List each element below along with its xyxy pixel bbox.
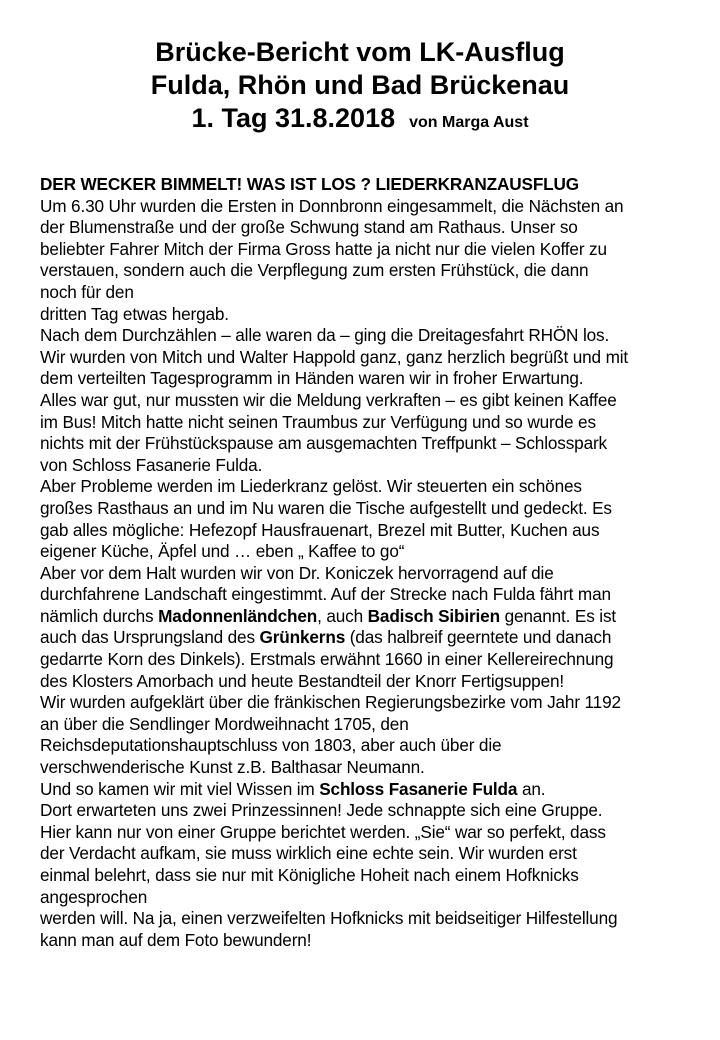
body-line: verschwenderische Kunst z.B. Balthasar Neumann. bbox=[40, 757, 425, 778]
body-line: gab alles mögliche: Hefezopf Hausfrauenart, Brezel mit Butter, Kuchen aus bbox=[40, 519, 600, 540]
body-line: von Schloss Fasanerie Fulda. bbox=[40, 454, 263, 475]
bold-term: Badisch Sibirien bbox=[367, 605, 500, 626]
body-line bbox=[40, 779, 700, 801]
body-text: (das halbreif geerntete und danach bbox=[345, 627, 612, 648]
day-date: 1. Tag 31.8.2018 bbox=[191, 103, 396, 133]
body-line: verstauen, sondern auch die Verpflegung zum ersten Frühstück, die dann bbox=[40, 260, 589, 281]
body-line: Nach dem Durchzählen – alle waren da – ging die Dreitagesfahrt RHÖN los. bbox=[40, 325, 610, 346]
body-line: dem verteilten Tagesprogramm in Händen waren wir in froher Erwartung. bbox=[40, 368, 584, 389]
body-line: Wir wurden von Mitch und Walter Happold ganz, ganz herzlich begrüßt und mit bbox=[40, 346, 629, 367]
body-line: nichts mit der Frühstückspause am ausgemachten Treffpunkt – Schlosspark bbox=[40, 433, 608, 454]
body-text: auch das Ursprungsland des bbox=[40, 627, 260, 648]
body-line: Hier kann nur von einer Gruppe berichtet werden. „Sie“ war so perfekt, dass bbox=[40, 821, 606, 842]
body-line: Alles war gut, nur mussten wir die Meldung verkraften – es gibt keinen Kaffee bbox=[40, 389, 617, 410]
body-line: einmal belehrt, dass sie nur mit Königliche Hoheit nach einem Hofknicks bbox=[40, 865, 579, 885]
body-line bbox=[40, 627, 700, 649]
document-title bbox=[0, 36, 720, 139]
body-line: an über die Sendlinger Mordweihnacht 1705, den bbox=[40, 713, 409, 734]
body-line: Wir wurden aufgeklärt über die fränkischen Regierungsbezirke vom Jahr 1192 bbox=[40, 692, 621, 713]
body-line: eigener Küche, Äpfel und … eben „ Kaffee to go“ bbox=[40, 541, 405, 562]
body-line: im Bus! Mitch hatte nicht seinen Traumbus zur Verfügung und so wurde es bbox=[40, 411, 596, 432]
title-line-1: Brücke-Bericht vom LK-Ausflug bbox=[155, 37, 565, 67]
body-line: werden will. Na ja, einen verzweifelten Hofknicks mit beidseitiger Hilfestellung bbox=[40, 908, 618, 929]
body-line: dritten Tag etwas hergab. bbox=[40, 303, 229, 324]
body-line: noch für den bbox=[40, 281, 134, 302]
body-line: Dort erwarteten uns zwei Prinzessinnen! Jede schnappte sich eine Gruppe. bbox=[40, 800, 603, 821]
body-text: Und so kamen wir mit viel Wissen im bbox=[40, 778, 320, 799]
body-line: durchfahrene Landschaft eingestimmt. Auf der Strecke nach Fulda fährt man bbox=[40, 584, 611, 605]
report-body bbox=[40, 174, 700, 951]
body-line: gedarrte Korn des Dinkels). Erstmals erwähnt 1660 in einer Kellereirechnung bbox=[40, 649, 614, 670]
body-line: der Blumenstraße und der große Schwung stand am Rathaus. Unser so bbox=[40, 217, 578, 238]
body-line bbox=[40, 606, 700, 628]
body-line: Um 6.30 Uhr wurden die Ersten in Donnbronn eingesammelt, die Nächsten an bbox=[40, 195, 624, 216]
body-line: kann man auf dem Foto bewundern! bbox=[40, 929, 312, 950]
body-text: nämlich durchs bbox=[40, 605, 159, 626]
body-text: genannt. Es ist bbox=[499, 605, 617, 626]
body-line: großes Rasthaus an und im Nu waren die Tische aufgestellt und gedeckt. Es bbox=[40, 497, 612, 518]
title-line-2: Fulda, Rhön und Bad Brückenau bbox=[150, 70, 570, 100]
body-line: Reichsdeputationshauptschluss von 1803, aber auch über die bbox=[40, 735, 502, 756]
author-byline: von Marga Aust bbox=[409, 114, 529, 131]
body-line: des Klosters Amorbach und heute Bestandteil der Knorr Fertigsuppen! bbox=[40, 670, 565, 691]
body-line: Aber Probleme werden im Liederkranz gelöst. Wir steuerten ein schönes bbox=[40, 476, 582, 497]
body-line bbox=[40, 174, 700, 196]
bold-term: Grünkerns bbox=[259, 627, 346, 648]
body-line: angesprochen bbox=[40, 886, 148, 907]
body-line: Aber vor dem Halt wurden wir von Dr. Koniczek hervorragend auf die bbox=[40, 562, 554, 583]
section-heading: DER WECKER BIMMELT! WAS IST LOS ? LIEDERKRANZAUSFLUG bbox=[40, 174, 579, 194]
bold-term: Madonnenländchen bbox=[158, 605, 318, 626]
body-line: der Verdacht aufkam, sie muss wirklich eine echte sein. Wir wurden erst bbox=[40, 843, 577, 864]
body-text: an. bbox=[517, 778, 546, 799]
body-text: , auch bbox=[317, 605, 368, 626]
body-line: beliebter Fahrer Mitch der Firma Gross hatte ja nicht nur die vielen Koffer zu bbox=[40, 238, 607, 259]
bold-term: Schloss Fasanerie Fulda bbox=[319, 778, 518, 799]
title-line-3 bbox=[0, 102, 720, 139]
